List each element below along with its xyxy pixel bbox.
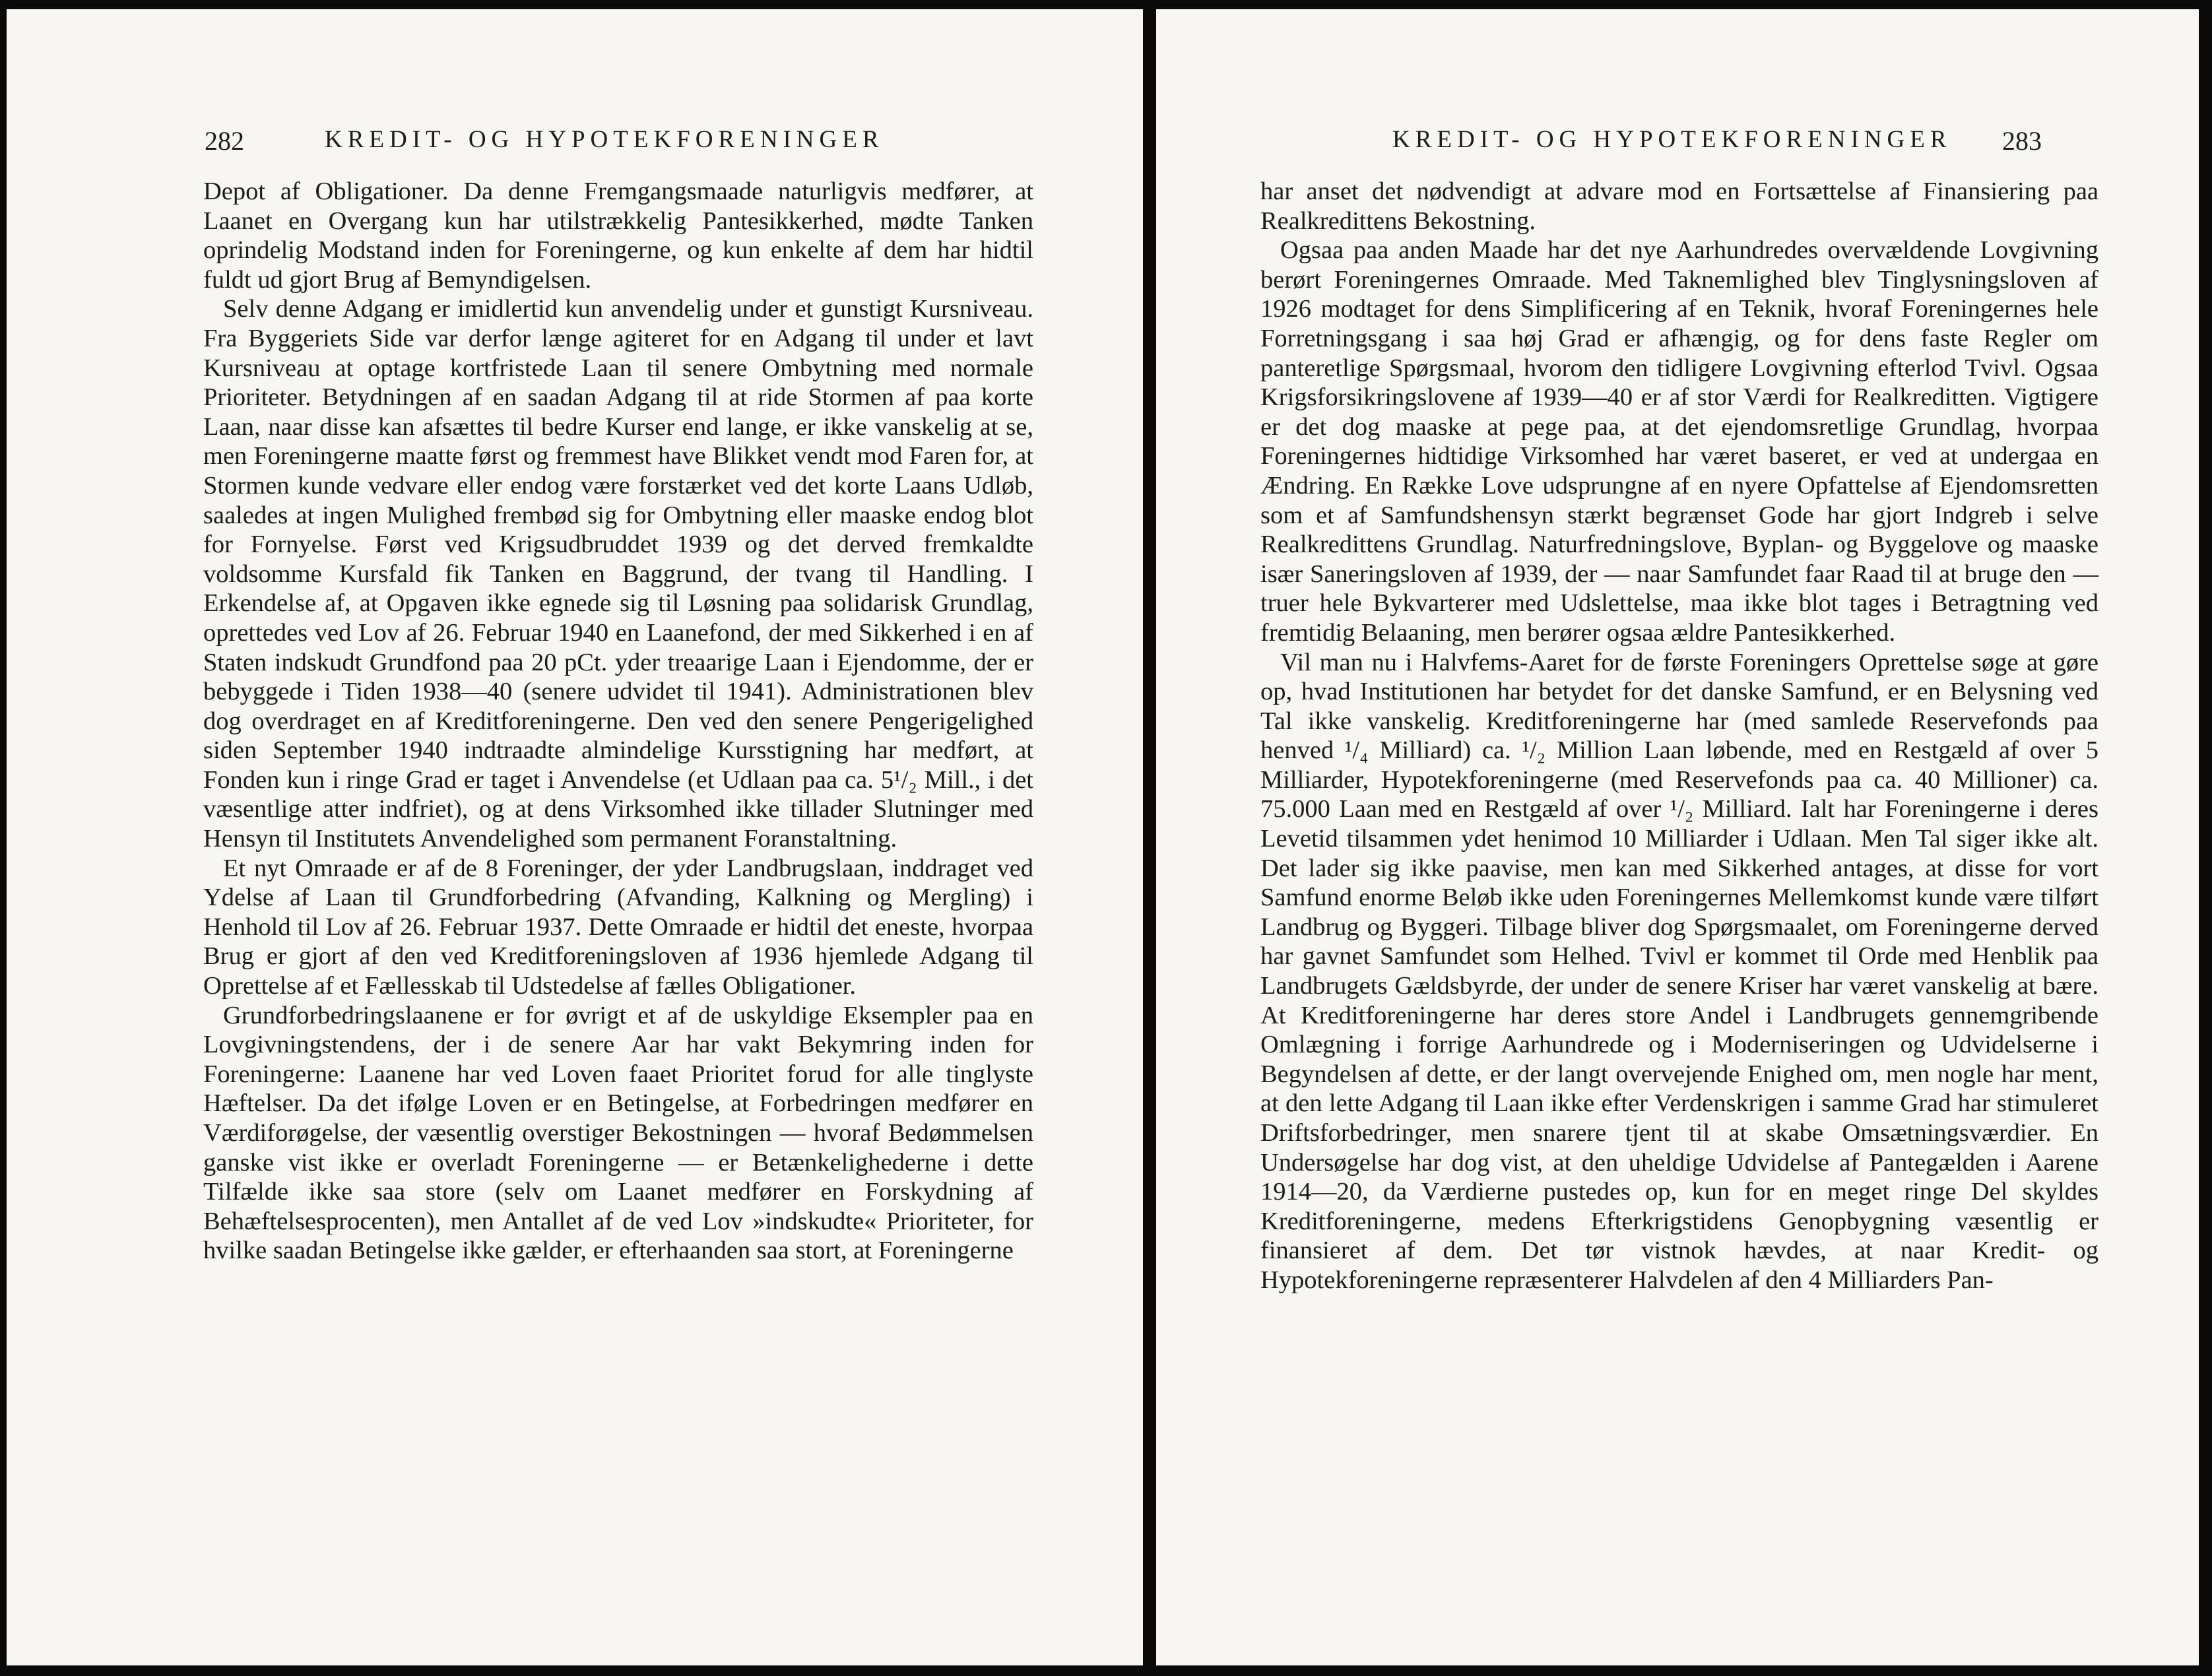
body-text-right: [1260, 177, 2098, 1295]
paragraph: har anset det nødvendigt at advare mod en Fortsættelse af Finansiering paa Realkredittens Bekostning.: [1260, 177, 2098, 235]
running-header-left: KREDIT- OG HYPOTEKFORENINGER: [325, 126, 884, 153]
left-page: [7, 9, 1143, 1665]
page-number-left: 282: [205, 126, 244, 156]
paragraph: Selv denne Adgang er imidlertid kun anvendelig under et gunstigt Kursniveau. Fra Byggeriets Side var derfor længe agiteret for en Adgang til under et lavt Kursniveau at optage kortfristede Laan til senere Ombytning med normale Prioriteter. Betydningen af en saadan Adgang til at ride Stormen af paa korte Laan, naar disse kan afsættes til bedre Kurser end lange, er ikke vanskelig at se, men Foreningerne maatte først og fremmest have Blikket vendt mod Faren for, at Stormen kunde vedvare eller endog være forstærket ved det korte Laans Udløb, saaledes at ingen Mulighed frembød sig for Ombytning eller maaske endog blot for Fornyelse. Først ved Krigsudbruddet 1939 og det derved fremkaldte voldsomme Kursfald fik Tanken en Baggrund, der tvang til Handling. I Erkendelse af, at Opgaven ikke egnede sig til Løsning paa solidarisk Grundlag, oprettedes ved Lov af 26. Februar 1940 en Laanefond, der med Sikkerhed i en af Staten indskudt Grundfond paa 20 pCt. yder treaarige Laan i Ejendomme, der er bebyggede i Tiden 1938—40 (senere udvidet til 1941). Administrationen blev dog overdraget en af Kreditforeningerne. Den ved den senere Pengerigelighed siden September 1940 indtraadte almindelige Kursstigning har medført, at Fonden kun i ringe Grad er taget i Anvendelse (et Udlaan paa ca. 5¹/₂ Mill., i det væsentlige atter indfriet), og at dens Virksomhed ikke tillader Slutninger med Hensyn til Institutets Anvendelighed som permanent Foranstaltning.: [203, 295, 1033, 853]
running-header-right: KREDIT- OG HYPOTEKFORENINGER: [1392, 126, 1952, 153]
paragraph: Vil man nu i Halvfems-Aaret for de første Foreningers Oprettelse søge at gøre op, hvad Institutionen har betydet for det danske Samfund, er en Belysning ved Tal ikke vanskelig. Kreditforeningerne har (med samlede Reservefonds paa henved ¹/₄ Milliard) ca. ¹/₂ Million Laan løbende, med en Restgæld af over 5 Milliarder, Hypotekforeningerne (med Reservefonds paa ca. 40 Millioner) ca. 75.000 Laan med en Restgæld af over ¹/₂ Milliard. Ialt har Foreningerne i deres Levetid tilsammen ydet henimod 10 Milliarder i Udlaan. Men Tal siger ikke alt. Det lader sig ikke paavise, men kan med Sikkerhed antages, at disse for vort Samfund enorme Beløb ikke uden Foreningernes Mellemkomst kunde være tilført Landbrug og Byggeri. Tilbage bliver dog Spørgsmaalet, om Foreningerne derved har gavnet Samfundet som Helhed. Tvivl er kommet til Orde med Henblik paa Landbrugets Gældsbyrde, der under de senere Kriser har været vanskelig at bære. At Kreditforeningerne har deres store Andel i Landbrugets gennemgribende Omlægning i forrige Aarhundrede og i Moderniseringen og Udvidelserne i Begyndelsen af dette, er der langt overvejende Enighed om, men nogle har ment, at den lette Adgang til Laan ikke efter Verdenskrigen i samme Grad har stimuleret Driftsforbedringer, men snarere tjent til at skabe Omsætningsværdier. En Undersøgelse har dog vist, at den uheldige Udvidelse af Pantegælden i Aarene 1914—20, da Værdierne pustedes op, kun for en meget ringe Del skyldes Kreditforeningerne, medens Efterkrigstidens Genopbygning væsentlig er finansieret af dem. Det tør vistnok hævdes, at naar Kredit- og Hypotekforeningerne repræsenterer Halvdelen af den 4 Milliarders Pan-: [1260, 648, 2098, 1294]
right-page: [1156, 9, 2199, 1665]
paragraph: Depot af Obligationer. Da denne Fremgangsmaade naturligvis medfører, at Laanet en Overgang kun har utilstrækkelig Pantesikkerhed, mødte Tanken oprindelig Modstand inden for Foreningerne, og kun enkelte af dem har hidtil fuldt ud gjort Brug af Bemyndigelsen.: [203, 177, 1033, 294]
paragraph: Grundforbedringslaanene er for øvrigt et af de uskyldige Eksempler paa en Lovgivningstendens, der i de senere Aar har vakt Bekymring inden for Foreningerne: Laanene har ved Loven faaet Prioritet forud for alle tinglyste Hæftelser. Da det ifølge Loven er en Betingelse, at Forbedringen medfører en Værdiforøgelse, der væsentlig overstiger Bekostningen — hvoraf Bedømmelsen ganske vist ikke er overladt Foreningerne — er Betænkelighederne i dette Tilfælde ikke saa store (selv om Laanet medfører en Forskydning af Behæftelsesprocenten), men Antallet af de ved Lov »indskudte« Prioriteter, for hvilke saadan Betingelse ikke gælder, er efterhaanden saa stort, at Foreningerne: [203, 1001, 1033, 1265]
paragraph: Et nyt Omraade er af de 8 Foreninger, der yder Landbrugslaan, inddraget ved Ydelse af Laan til Grundforbedring (Afvanding, Kalkning og Mergling) i Henhold til Lov af 26. Februar 1937. Dette Omraade er hidtil det eneste, hvorpaa Brug er gjort af den ved Kreditforeningsloven af 1936 hjemlede Adgang til Oprettelse af et Fællesskab til Udstedelse af fælles Obligationer.: [203, 854, 1033, 1000]
page-number-right: 283: [2002, 126, 2042, 156]
body-text-left: [203, 177, 1033, 1266]
paragraph: Ogsaa paa anden Maade har det nye Aarhundredes overvældende Lovgivning berørt Foreningernes Omraade. Med Taknemlighed blev Tinglysningsloven af 1926 modtaget for dens Simplificering af en Teknik, hvoraf Foreningernes hele Forretningsgang i saa høj Grad er afhængig, og for dens faste Regler om panteretlige Spørgsmaal, hvorom den tidligere Lovgivning efterlod Tvivl. Ogsaa Krigsforsikringslovene af 1939—40 er af stor Værdi for Realkreditten. Vigtigere er det dog maaske at pege paa, at det ejendomsretlige Grundlag, hvorpaa Foreningernes hidtidige Virksomhed har været baseret, er ved at undergaa en Ændring. En Række Love udsprungne af en nyere Opfattelse af Ejendomsretten som et af Samfundshensyn stærkt begrænset Gode har gjort Indgreb i selve Realkredittens Grundlag. Naturfredningslove, Byplan- og Byggelove og maaske især Saneringsloven af 1939, der — naar Samfundet faar Raad til at bruge den — truer hele Bykvarterer med Udslettelse, maa ikke blot tages i Betragtning ved fremtidig Belaaning, men berører ogsaa ældre Pantesikkerhed.: [1260, 236, 2098, 647]
